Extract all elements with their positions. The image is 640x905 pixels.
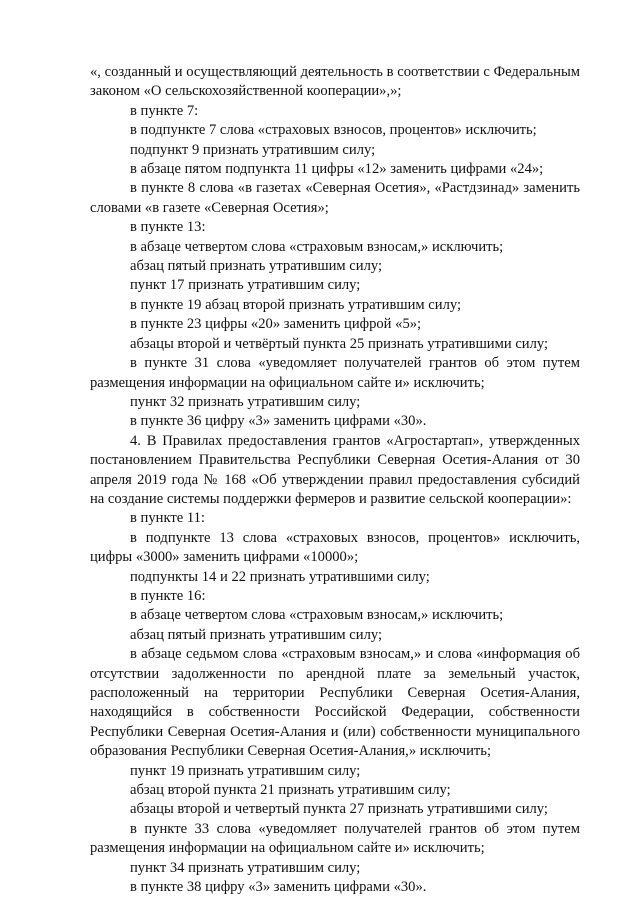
document-paragraph: в пункте 36 цифру «3» заменить цифрами «30». [130,413,427,430]
document-paragraph: абзац пятый признать утратившим силу; [130,626,383,643]
document-paragraph: в пункте 38 цифру «3» заменить цифрами «30». [130,879,427,896]
document-paragraph: в пункте 8 слова «в газетах «Северная Осетия», «Растдзинад» заменить словами «в газете «Северная Осетия»; [90,180,580,216]
document-paragraph: в абзаце четвертом слова «страховым взносам,» исключить; [130,607,504,624]
document-paragraph: абзацы второй и четвёртый пункта 25 признать утратившими силу; [130,335,549,352]
document-paragraph: пункт 17 признать утратившим силу; [130,277,361,294]
document-paragraph: в пункте 11: [130,510,205,527]
document-paragraph: подпункт 9 признать утратившим силу; [130,141,376,158]
document-paragraph: в пункте 19 абзац второй признать утратившим силу; [130,296,462,313]
document-paragraph: в подпункте 7 слова «страховых взносов, процентов» исключить; [130,122,537,139]
document-body [90,63,580,897]
document-paragraph: в абзаце пятом подпункта 11 цифры «12» заменить цифрами «24»; [130,161,544,178]
document-paragraph: пункт 32 признать утратившим силу; [130,393,361,410]
document-paragraph: в пункте 13: [130,219,206,236]
document-paragraph: в пункте 7: [130,102,199,119]
document-paragraph: абзацы второй и четвертый пункта 27 признать утратившими силу; [130,801,548,818]
document-paragraph: 4. В Правилах предоставления грантов «Агростартап», утвержденных постановлением Правительства Республики Северная Осетия-Алания от 30 апреля 2019 года № 168 «Об утверждении правил предоставления субсидий на создание системы поддержки фермеров и развитие сельской кооперации»: [90,432,580,507]
document-paragraph: пункт 19 признать утратившим силу; [130,762,361,779]
document-paragraph: подпункты 14 и 22 признать утратившими силу; [130,568,430,585]
document-paragraph: в абзаце седьмом слова «страховым взносам,» и слова «информация об отсутствии задолженности по арендной плате за земельный участок, расположенный на территории Республики Северная Осетия-Алания, находящийся в собственности Российской Федерации, собственности Республики Северная Осетия-Алания и (или) собственности муниципального образования Республики Северная Осетия-Алания,» исключить; [90,646,580,760]
document-paragraph: в абзаце четвертом слова «страховым взносам,» исключить; [130,238,504,255]
document-paragraph: в пункте 31 слова «уведомляет получателей грантов об этом путем размещения информации на официальном сайте и» исключить; [90,355,580,391]
document-paragraph: «, созданный и осуществляющий деятельность в соответствии с Федеральным законом «О сельскохозяйственной кооперации»,»; [90,64,580,100]
document-paragraph: абзац пятый признать утратившим силу; [130,258,383,275]
document-paragraph: в пункте 23 цифры «20» заменить цифрой «5»; [130,316,422,333]
document-paragraph: в пункте 16: [130,587,206,604]
document-paragraph: в подпункте 13 слова «страховых взносов, процентов» исключить, цифры «3000» заменить цифрами «10000»; [90,529,580,566]
document-paragraph: в пункте 33 слова «уведомляет получателей грантов об этом путем размещения информации на официальном сайте и» исключить; [90,820,580,857]
document-paragraph: пункт 34 признать утратившим силу; [130,859,361,876]
document-paragraph: абзац второй пункта 21 признать утратившим силу; [130,782,451,799]
